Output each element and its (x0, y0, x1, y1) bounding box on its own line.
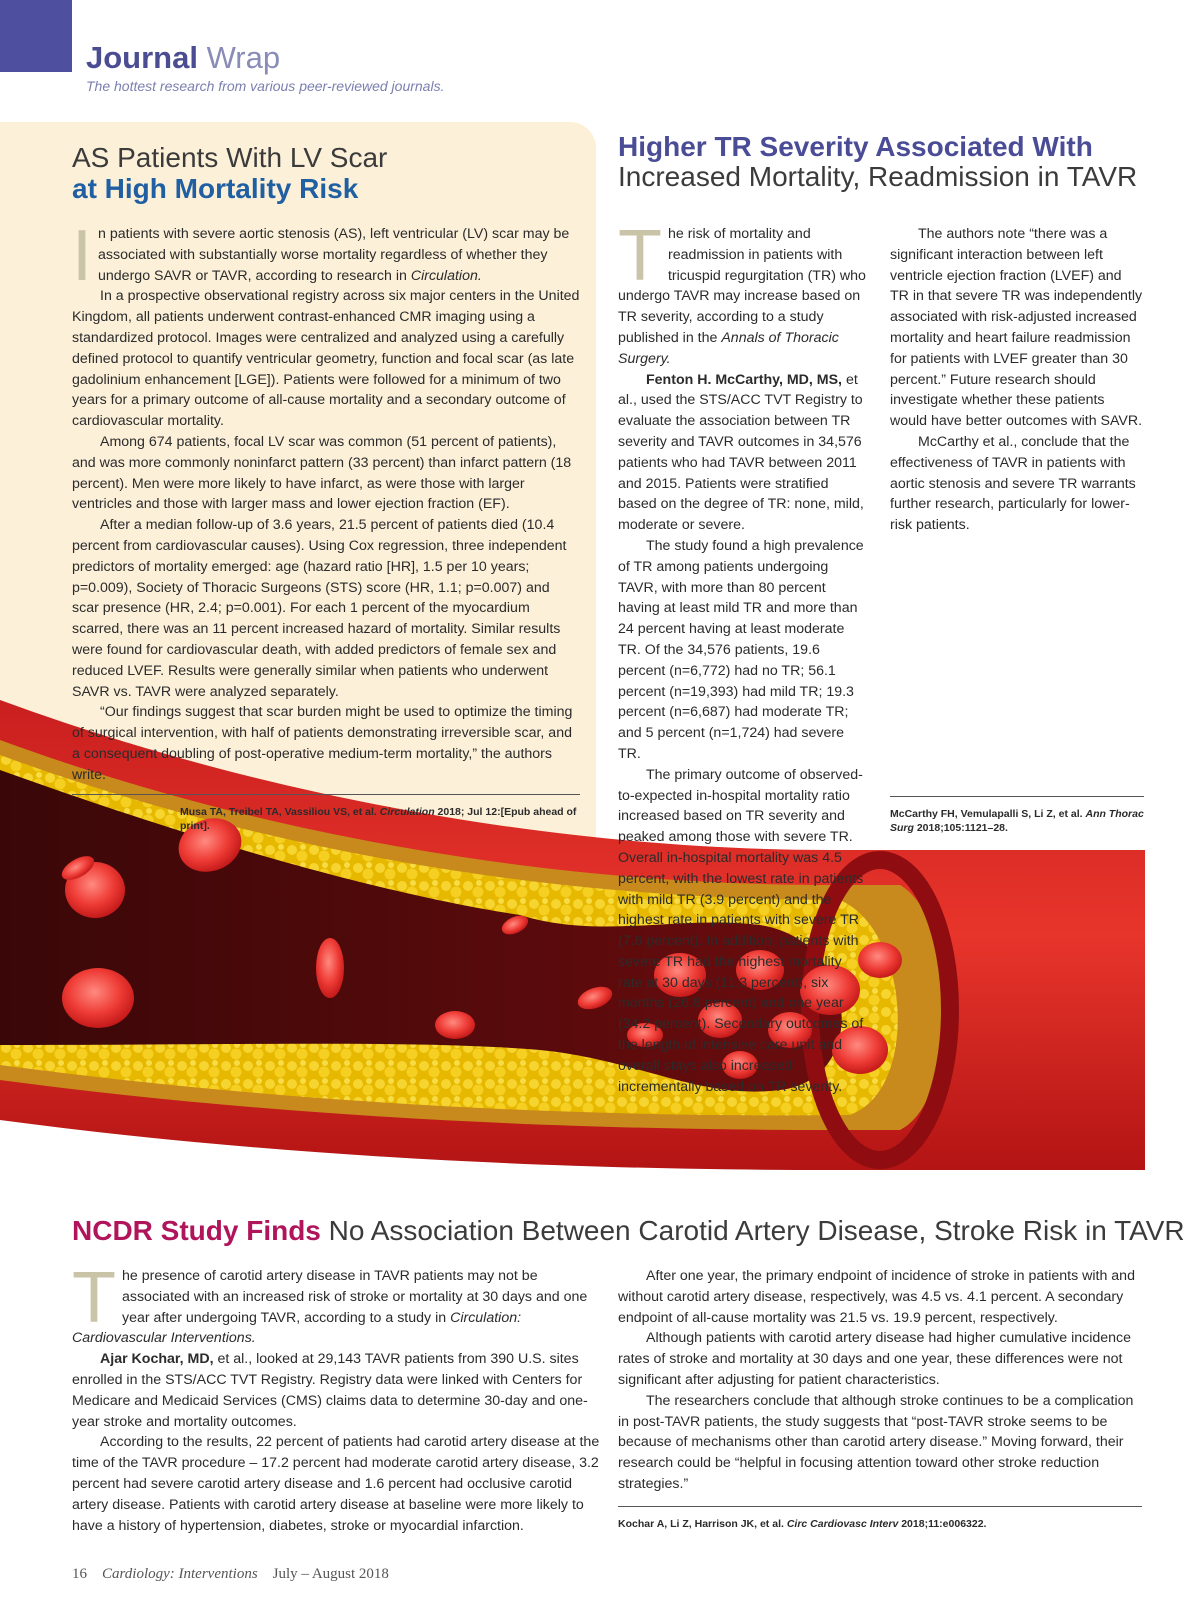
article-a-paragraph: Among 674 patients, focal LV scar was common (51 percent of patients), and was more commonly noninfarct pattern (33 percent) than infarct pattern (18 percent). Men were more likely to have infarct, as were those with larger ventricles and those with larger mass and lower ejection fraction (EF). (72, 433, 572, 513)
article-c-dropcap: T (72, 1258, 116, 1338)
article-a-reference (72, 794, 580, 833)
article-a-p1-text: n patients with severe aortic stenosis (AS), left ventricular (LV) scar may be associated with substantially worse mortality regardless of whether they undergo SAVR or TAVR, according to research in (98, 226, 570, 284)
article-b-paragraph: The authors note “there was a significant interaction between left ventricle ejection fraction (LVEF) and TR in that severe TR was independently associated with risk-adjusted increased mortality and heart failure readmission for patients with LVEF greater than 30 percent.” Future research should investigate whether these patients would have better outcomes with SAVR. (890, 226, 1143, 430)
article-a-paragraph: After a median follow-up of 3.6 years, 21.5 percent of patients died (10.4 percent from cardiovascular causes). Using Cox regression, three independent predictors of mortality emerged: age (hazard ratio [HR], 1.5 per 10 years; p=0.009), Society of Thoracic Surgeons (STS) score (HR, 1.1; p=0.007) and scar presence (HR, 2.4; p=0.001). For each 1 percent of the myocardium scarred, there was an 11 percent increased hazard of mortality. Similar results were found for cardiovascular death, with added predictors of female sex and reduced LVEF. Results were generally similar when patients who underwent SAVR vs. TAVR were analyzed separately. (72, 517, 567, 700)
article-a-body (72, 216, 580, 786)
article-b-ref-journal: Ann Thorac Surg (890, 808, 1144, 834)
page-number: 16 (72, 1566, 87, 1582)
issue-date: July – August 2018 (272, 1566, 389, 1582)
article-a-ref-detail: 2018; Jul 12:[Epub ahead of print]. (180, 806, 577, 832)
article-c-ref-journal: Circ Cardiovasc Interv (786, 1518, 899, 1530)
article-c-paragraph: The researchers conclude that although stroke continues to be a complication in post-TAVR patients, the study suggests that “post-TAVR stroke seems to be because of mechanisms other than carotid artery disease.” Moving forward, their research could be “helpful in focusing attention toward other stroke reduction strategies.” (618, 1392, 1134, 1492)
article-a-dropcap: I (72, 216, 93, 296)
masthead-title-light: Wrap (206, 40, 281, 75)
article-c-ref-authors: Kochar A, Li Z, Harrison JK, et al. (618, 1518, 784, 1530)
article-a-ref-authors: Musa TA, Treibel TA, Vassiliou VS, et al. (180, 806, 377, 818)
article-b-paragraph: McCarthy et al., conclude that the effectiveness of TAVR in patients with aortic stenosis and severe TR warrants further research, particularly for lower-risk patients. (890, 433, 1136, 534)
article-a-ref-journal: Circulation (379, 806, 435, 818)
article-a-headline-line2: at High Mortality Risk (72, 173, 359, 204)
article-c-paragraph (72, 1258, 600, 1349)
masthead-color-tab (0, 0, 72, 72)
article-c-author: Ajar Kochar, MD, (100, 1351, 214, 1368)
article-b-headline (618, 132, 1178, 192)
article-b-paragraph: The study found a high prevalence of TR among patients undergoing TAVR, with more than 80 percent having at least mild TR and more than 24 percent having at least moderate TR. Of the 34,576 patients, 19.6 percent (n=6,772) had no TR; 56.1 percent (n=19,393) had mild TR; 19.3 percent (n=6,687) had moderate TR; and 5 percent (n=1,724) had severe TR. (618, 537, 864, 762)
article-c-body-col2 (618, 1266, 1142, 1495)
article-b-paragraph (618, 216, 870, 370)
article-c-ref-detail: 2018;11:e006322. (901, 1518, 987, 1530)
article-c-body-col1 (72, 1258, 600, 1536)
article-c-journal-name: Circulation: Cardiovascular Interventions. (72, 1309, 522, 1347)
article-c-p2-text: et al., looked at 29,143 TAVR patients from 390 U.S. sites enrolled in the STS/ACC TVT Registry. Registry data were linked with Centers for Medicare and Medicaid Services (CMS) claims data to determine 30-day and one-year stroke and mortality outcomes. (72, 1351, 588, 1430)
article-a-headline (72, 142, 592, 204)
article-c-paragraph: Although patients with carotid artery disease had higher cumulative incidence rates of stroke and mortality at 30 days and one year, these differences were not significant after adjusting for patient characteristics. (618, 1330, 1132, 1388)
article-b-reference (890, 796, 1144, 835)
article-a-headline-line1: AS Patients With LV Scar (72, 142, 388, 173)
article-c-headline-rest: No Association Between Carotid Artery Disease, Stroke Risk in TAVR (328, 1215, 1185, 1246)
article-b-p1-text: he risk of mortality and readmission in patients with tricuspid regurgitation (TR) who undergo TAVR may increase based on TR severity, according to a study published in the (618, 226, 866, 346)
article-b-headline-line1: Higher TR Severity Associated With (618, 131, 1093, 162)
article-b-body-col1 (618, 216, 870, 1097)
article-b-author: Fenton H. McCarthy, MD, MS, (646, 371, 842, 388)
masthead-title (86, 40, 444, 76)
article-c-headline (72, 1215, 1185, 1247)
article-b-body-col2 (890, 224, 1144, 536)
article-b-p2-text: et al., used the STS/ACC TVT Registry to evaluate the association between TR severity and TAVR outcomes in 34,576 patients who had TAVR between 2011 and 2015. Patients were stratified based on the degree of TR: none, mild, moderate or severe. (618, 371, 864, 534)
article-b-paragraph: The primary outcome of observed-to-expected in-hospital mortality ratio increased based on TR severity and peaked among those with severe TR. Overall in-hospital mortality was 4.5 percent, with the lowest rate in patients with mild TR (3.9 percent) and the highest rate in patients with severe TR (7.6 percent). In addition, patients with severe TR had the highest mortality rate at 30 days (11.3 percent), six months (26.8 percent) and one year (34.2 percent). Secondary outcomes of the length of intensive care unit and overall stays also increased incrementally based on TR severity. (618, 766, 864, 1095)
article-c-paragraph: After one year, the primary endpoint of incidence of stroke in patients with and without carotid artery disease, respectively, was 4.5 vs. 4.1 percent. A secondary endpoint of all-cause mortality was 21.5 vs. 19.9 percent, respectively. (618, 1268, 1135, 1326)
masthead-subtitle: The hottest research from various peer-reviewed journals. (86, 78, 445, 94)
article-b-ref-authors: McCarthy FH, Vemulapalli S, Li Z, et al. (890, 808, 1083, 820)
article-b-journal-name: Annals of Thoracic Surgery. (618, 329, 839, 367)
article-a-paragraph (72, 216, 580, 296)
article-a-journal-name: Circulation. (410, 267, 482, 284)
article-b-paragraph (618, 370, 870, 536)
page-footer (72, 1566, 389, 1583)
article-b-ref-detail: 2018;105:1121–28. (916, 822, 1008, 834)
article-b-headline-line2: Increased Mortality, Readmission in TAVR (618, 161, 1138, 192)
masthead (86, 40, 444, 94)
article-c-reference (618, 1506, 1142, 1531)
masthead-title-bold: Journal (86, 40, 198, 75)
article-a-paragraph: In a prospective observational registry across six major centers in the United Kingdom, all patients underwent contrast-enhanced CMR imaging using a standardized protocol. Images were centralized and analyzed using a carefully defined protocol to quantify ventricular geometry, function and focal scar (as late gadolinium enhancement [LGE]). Patients were followed for a minimum of two years for a primary outcome of all-cause mortality and a secondary outcome of cardiovascular mortality. (72, 288, 580, 430)
article-c-paragraph (72, 1349, 600, 1432)
article-c-paragraph: According to the results, 22 percent of patients had carotid artery disease at the time of the TAVR procedure – 17.2 percent had moderate carotid artery disease, 3.2 percent had severe carotid artery disease and 1.6 percent had occlusive carotid artery disease. Patients with carotid artery disease at baseline were more likely to have a history of hypertension, diabetes, stroke or myocardial infarction. (72, 1434, 600, 1534)
article-c-headline-bold: NCDR Study Finds (72, 1215, 321, 1246)
publication-name: Cardiology: Interventions (102, 1566, 258, 1582)
article-a-paragraph: “Our findings suggest that scar burden might be used to optimize the timing of surgical intervention, with half of patients demonstrating irreversible scar, and a consequent doubling of post-operative medium-term mortality,” the authors write. (72, 704, 573, 783)
article-c-p1-text: he presence of carotid artery disease in TAVR patients may not be associated with an increased risk of stroke or mortality at 30 days and one year after undergoing TAVR, according to a study in (121, 1268, 588, 1326)
article-b-dropcap: T (618, 216, 662, 296)
